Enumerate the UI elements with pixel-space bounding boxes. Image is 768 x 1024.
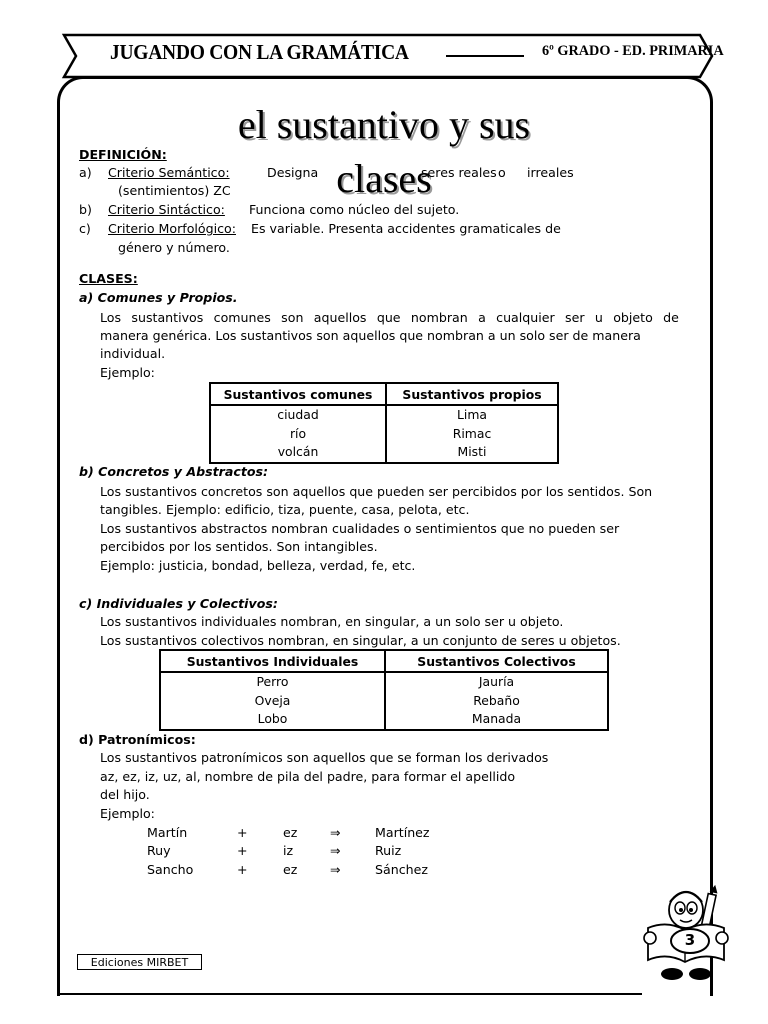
table-row [160, 672, 608, 692]
justified-word: que [376, 310, 401, 325]
example-name: Ruy [147, 843, 171, 858]
example-suffix: ez [283, 862, 298, 877]
clases-d-example-label: Ejemplo: [100, 806, 155, 821]
justified-word: nombran [410, 310, 468, 325]
justified-word: aquellos [313, 310, 367, 325]
justified-word: ser [565, 310, 585, 325]
justified-word: comunes [213, 310, 271, 325]
justified-word: cualquier [496, 310, 555, 325]
justified-word: u [594, 310, 603, 325]
table-cell: Rebaño [385, 692, 608, 711]
page-frame-bottom [57, 993, 642, 995]
implies-arrow-icon: ⇒ [330, 843, 341, 858]
justified-word: son [281, 310, 304, 325]
table-cell: Misti [386, 443, 558, 463]
example-result: Martínez [375, 825, 430, 840]
clases-a-example-label: Ejemplo: [100, 365, 155, 380]
definicion-a-text-1: Designa [267, 165, 319, 180]
example-suffix: iz [283, 843, 294, 858]
clases-d-line-1: Los sustantivos patronímicos son aquellos que se forman los derivados [100, 750, 549, 765]
clases-a-line-1 [100, 309, 679, 327]
clases-b-heading: b) Concretos y Abstractos: [79, 464, 269, 479]
example-result: Ruiz [375, 843, 402, 858]
clases-b-line-5: Ejemplo: justicia, bondad, belleza, verdad, fe, etc. [100, 558, 416, 573]
table-header-row [160, 650, 608, 672]
definicion-c-text: Es variable. Presenta accidentes gramaticales de [251, 221, 561, 236]
page-title [200, 98, 568, 206]
title-line-2: clases [336, 156, 432, 201]
table-row [160, 692, 608, 711]
definicion-a-text-5: irreales [527, 165, 574, 180]
table-cell: Rimac [386, 425, 558, 444]
table-cell: Oveja [160, 692, 385, 711]
table-cell: Perro [160, 672, 385, 692]
clases-heading: CLASES: [79, 271, 138, 286]
table-header-row [210, 383, 558, 405]
publisher-label: Ediciones MIRBET [77, 954, 202, 970]
implies-arrow-icon: ⇒ [330, 825, 341, 840]
table-cell: Manada [385, 710, 608, 730]
definicion-b-letter: b) [79, 202, 92, 217]
clases-b-line-2: tangibles. Ejemplo: edificio, tiza, puente, casa, pelota, etc. [100, 502, 470, 517]
clases-c-line-1: Los sustantivos individuales nombran, en singular, a un solo ser u objeto. [100, 614, 564, 629]
example-plus: + [237, 825, 248, 840]
definicion-heading: DEFINICIÓN: [79, 147, 167, 162]
table-cell: Lobo [160, 710, 385, 730]
table-cell: Jauría [385, 672, 608, 692]
table-row [160, 710, 608, 730]
table-cell: volcán [210, 443, 386, 463]
table-row [210, 443, 558, 463]
table-header-colectivos: Sustantivos Colectivos [385, 650, 608, 672]
clases-a-line-3: individual. [100, 346, 166, 361]
table-cell: río [210, 425, 386, 444]
example-plus: + [237, 843, 248, 858]
table-row [210, 425, 558, 444]
clases-c-heading: c) Individuales y Colectivos: [79, 596, 278, 611]
table-cell: ciudad [210, 405, 386, 425]
implies-arrow-icon: ⇒ [330, 862, 341, 877]
justified-word: Los [100, 310, 122, 325]
definicion-b-label: Criterio Sintáctico: [108, 202, 225, 217]
example-result: Sánchez [375, 862, 428, 877]
table-header-individuales: Sustantivos Individuales [160, 650, 385, 672]
definicion-a-text-4: o [498, 165, 506, 180]
definicion-a-label: Criterio Semántico: [108, 165, 230, 180]
example-name: Martín [147, 825, 188, 840]
table-cell: Lima [386, 405, 558, 425]
clases-b-line-1: Los sustantivos concretos son aquellos que pueden ser percibidos por los sentidos. Son [100, 484, 653, 499]
clases-d-line-2: az, ez, iz, uz, al, nombre de pila del padre, para formar el apellido [100, 769, 516, 784]
justified-word: de [663, 310, 679, 325]
table-header-propios: Sustantivos propios [386, 383, 558, 405]
justified-word: a [478, 310, 486, 325]
clases-a-heading: a) Comunes y Propios. [79, 290, 238, 305]
clases-b-line-3: Los sustantivos abstractos nombran cualidades o sentimientos que no pueden ser [100, 521, 620, 536]
header-divider [446, 55, 524, 57]
clases-d-line-3: del hijo. [100, 787, 150, 802]
definicion-b-text: Funciona como núcleo del sujeto. [249, 202, 460, 217]
definicion-c-letter: c) [79, 221, 91, 236]
definicion-c-continuation: género y número. [118, 240, 230, 255]
justified-word: sustantivos [131, 310, 204, 325]
header-title: JUGANDO CON LA GRAMÁTICA [110, 40, 409, 64]
example-name: Sancho [147, 862, 194, 877]
header-grade: 6º GRADO - ED. PRIMARIA [542, 43, 724, 59]
example-suffix: ez [283, 825, 298, 840]
title-line-1: el sustantivo y sus [237, 102, 531, 147]
definicion-a-text-3: seres reales [421, 165, 497, 180]
clases-c-line-2: Los sustantivos colectivos nombran, en singular, a un conjunto de seres u objetos. [100, 633, 621, 648]
definicion-a-letter: a) [79, 165, 92, 180]
definicion-a-continuation: (sentimientos) ZC [118, 183, 231, 198]
clases-a-line-2: manera genérica. Los sustantivos son aquellos que nombran a un solo ser de manera [100, 328, 641, 343]
table-row [210, 405, 558, 425]
page-number: 3 [684, 931, 696, 949]
definicion-c-label: Criterio Morfológico: [108, 221, 236, 236]
justified-word: objeto [613, 310, 653, 325]
table-header-comunes: Sustantivos comunes [210, 383, 386, 405]
clases-d-heading: d) Patronímicos: [79, 732, 196, 747]
table-individuales-colectivos [159, 649, 609, 731]
table-comunes-propios [209, 382, 559, 464]
example-plus: + [237, 862, 248, 877]
header-banner [58, 30, 724, 82]
clases-b-line-4: percibidos por los sentidos. Son intangibles. [100, 539, 378, 554]
